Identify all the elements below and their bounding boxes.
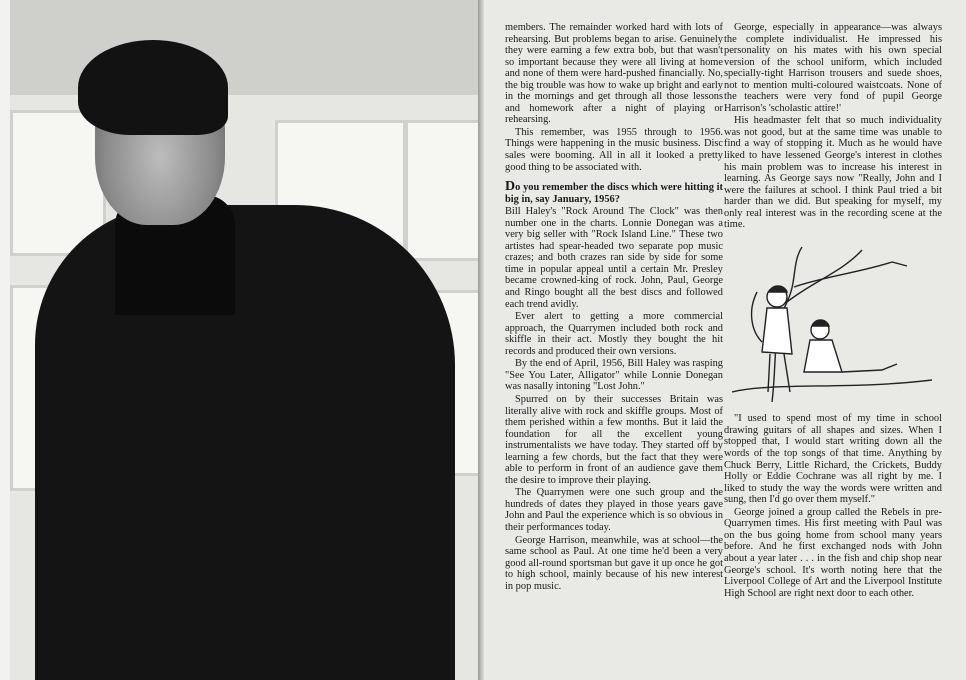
- subheading: [505, 181, 723, 205]
- wall-panel: [405, 120, 480, 261]
- tree-branch: [787, 250, 862, 302]
- paragraph: George joined a group called the Rebels in pre-Quarrymen times. His first meeting with Paul was on the bus going home from school many years before. And he first exchanged nods with John about a year later . . . in the fish and chip shop near George's school. It's worth noting here that the Liverpool College of Art and the Liverpool Institute High School are right next door to each other.: [724, 506, 942, 599]
- subheading-text: o you remember the discs which were hitting it big in, say January, 1956?: [505, 182, 723, 205]
- hair: [78, 40, 228, 135]
- paragraph: Bill Haley's "Rock Around The Clock" was then number one in the charts. Lonnie Donegan was a very big seller with "Rock Island Line." These two artistes had spear-headed two separate pop music crazes; and both crazes ran side by side for some time in popular appeal until a certain Mr. Presley became crowned-king of rock. John, Paul, George and Ringo bought all the best discs and followed each trend avidly.: [505, 206, 723, 310]
- paragraph: Spurred on by their successes Britain was literally alive with rock and skiffle groups. Most of them perished within a few months. But it laid the foundation for all the excellent young instrumentalists we have today. They started off by learning a few chords, but the fact that they were able to perform in front of an audience gave them the desire to improve their playing.: [505, 393, 723, 486]
- paragraph: Ever alert to getting a more commercial approach, the Quarrymen included both rock and skiffle in their act. Mostly they bought the hit records and produced their own versions.: [505, 311, 723, 357]
- paragraph: "I used to spend most of my time in school drawing guitars of all shapes and sizes. When I stopped that, I would start writing down all the words of the top songs of that time. Anything by Chuck Berry, Little Richard, the Crickets, Buddy Holly or Eddie Cochrane was all right by me. I liked to study the way the words were written and sung, then I'd go over them myself.": [724, 413, 942, 506]
- drop-cap: D: [505, 179, 516, 195]
- ground: [732, 380, 932, 392]
- paragraph: By the end of April, 1956, Bill Haley was rasping "See You Later, Alligator" while Lonnie Donegan was nasally intoning "Lost John.": [505, 358, 723, 393]
- tree-boys-illustration: [732, 242, 932, 402]
- text-column-right: [724, 22, 942, 600]
- jacket: [35, 205, 455, 680]
- boy-hair: [812, 320, 829, 326]
- boy-legs: [842, 364, 897, 372]
- boy-hair: [769, 286, 787, 292]
- portrait-photo: [0, 0, 480, 680]
- paragraph: George Harrison, meanwhile, was at school—the same school as Paul. At one time he'd been a very good all-round sportsman but gave it up once he got to high school, mainly because of his new interest in pop music.: [505, 534, 723, 592]
- paragraph: The Quarrymen were one such group and the hundreds of dates they played in those years gave John and Paul the experience which is so obvious in their performances today.: [505, 487, 723, 533]
- tree-branch: [794, 262, 907, 287]
- page-gutter: [478, 0, 484, 680]
- paragraph: George, especially in appearance—was always the complete individualist. He impressed his personality on his mates with his own special version of the school uniform, which included specially-tight Harrison trousers and suede shoes, not to mention multi-coloured waistcoats. None of the teachers were very fond of pupil George Harrison's 'scholastic attire!': [724, 22, 942, 114]
- tree-branch: [752, 292, 762, 342]
- paragraph: This remember, was 1955 through to 1956. Things were happening in the music business. Disc sales were booming. All in all it looked a pretty good thing to be associated with.: [505, 126, 723, 173]
- paragraph: His headmaster felt that so much individuality was not good, but at the same time was unable to find a way of stopping it. Much as he would have liked to have lessened George's interest in clothes his main problem was to increase his interest in learning. As George says now "Really, John and I were the failures at school. I think Paul tried a bit harder than we did. But speaking for myself, my only real interest was in the recording scene at the time.: [724, 115, 942, 231]
- text-column-left: [505, 22, 723, 593]
- paragraph: members. The remainder worked hard with lots of rehearsing. But problems began to arise. Genuinely they were earning a few extra bob, but that wasn't so important because they were all living at home and none of them were hard-pushed financially. No, the big trouble was how to wake up bright and early in the mornings and get through all those lessons and homework after a night of playing or rehearsing.: [505, 22, 723, 126]
- boy-body: [804, 340, 842, 372]
- boy-body: [762, 308, 792, 354]
